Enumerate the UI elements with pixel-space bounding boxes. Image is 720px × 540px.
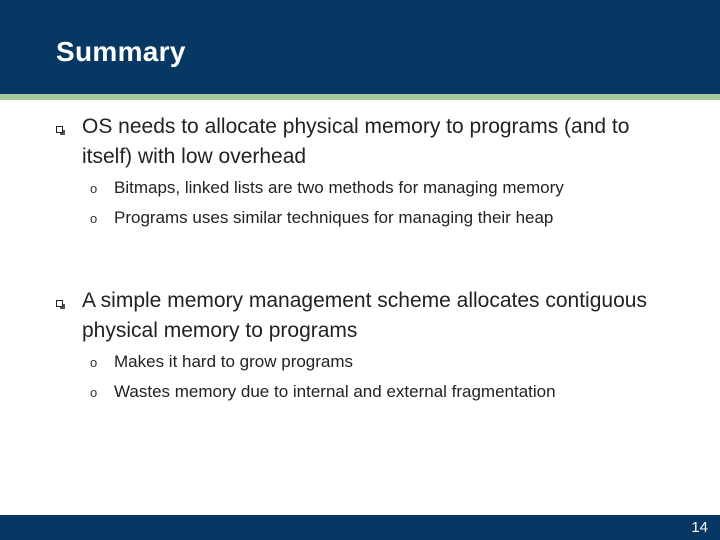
sub-bullet-item xyxy=(0,208,720,238)
page-number: 14 xyxy=(691,519,708,536)
sub-bullet-text: Makes it hard to grow programs xyxy=(114,352,354,371)
circle-bullet-icon: o xyxy=(90,181,98,196)
sub-bullet-list xyxy=(0,352,720,412)
sub-bullet-item xyxy=(0,382,720,412)
footer-bar xyxy=(0,515,720,540)
sub-bullet-item xyxy=(0,352,720,382)
square-bullet-icon xyxy=(56,300,63,307)
sub-bullet-list xyxy=(0,178,720,238)
bullet-text: OS needs to allocate physical memory to programs (and to itself) with low overhead xyxy=(82,115,630,168)
sub-bullet-text: Bitmaps, linked lists are two methods for managing memory xyxy=(114,178,564,197)
title-bar xyxy=(0,0,720,94)
square-bullet-icon xyxy=(56,126,63,133)
circle-bullet-icon: o xyxy=(90,211,98,226)
accent-stripe xyxy=(0,94,720,100)
circle-bullet-icon: o xyxy=(90,355,98,370)
circle-bullet-icon: o xyxy=(90,385,98,400)
sub-bullet-text: Programs uses similar techniques for managing their heap xyxy=(114,208,554,227)
sub-bullet-text: Wastes memory due to internal and external fragmentation xyxy=(114,382,556,401)
bullet-text: A simple memory management scheme allocates contiguous physical memory to programs xyxy=(82,289,647,342)
slide-title: Summary xyxy=(56,36,186,67)
sub-bullet-item xyxy=(0,178,720,208)
